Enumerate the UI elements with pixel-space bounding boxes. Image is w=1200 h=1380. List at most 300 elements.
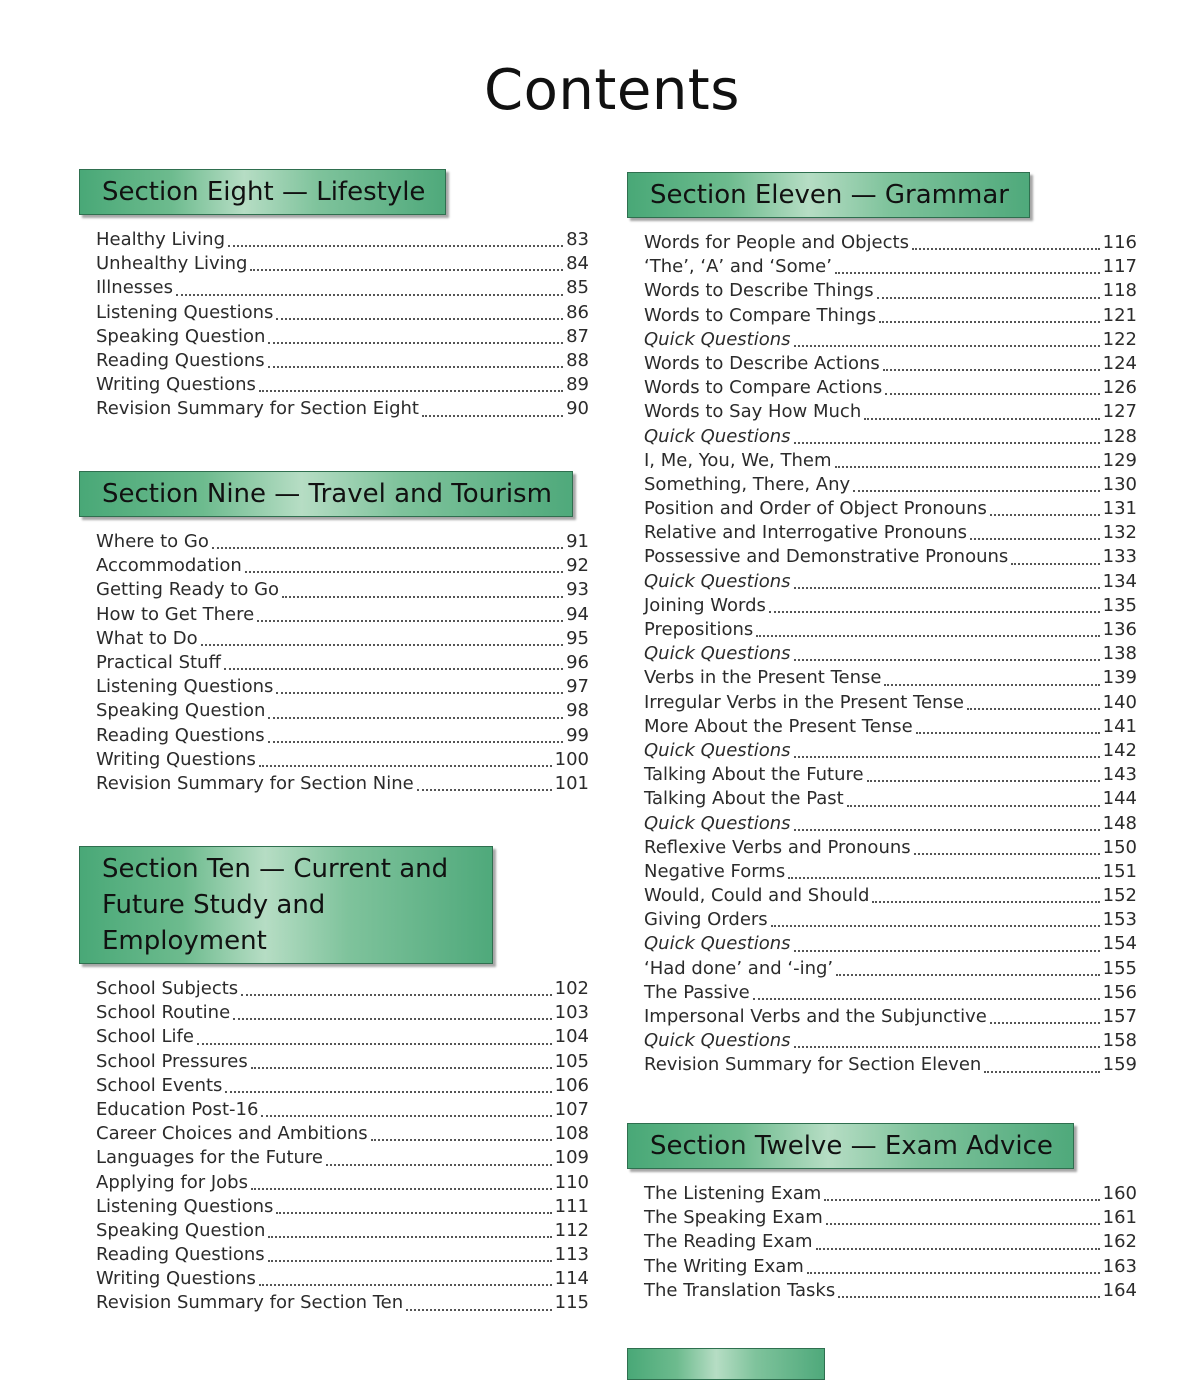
- dot-leader: [417, 771, 552, 791]
- dot-leader: [867, 762, 1100, 782]
- page-number: 112: [554, 1219, 589, 1241]
- dot-leader: [914, 835, 1100, 855]
- toc-entry[interactable]: [96, 349, 589, 373]
- page-number: 110: [554, 1171, 589, 1193]
- dot-leader: [838, 1278, 1099, 1298]
- entry-title: More About the Present Tense: [644, 715, 913, 737]
- dot-leader: [794, 641, 1100, 661]
- dot-leader: [816, 1230, 1100, 1250]
- toc-entry[interactable]: [644, 715, 1137, 739]
- toc-entry[interactable]: [96, 301, 589, 325]
- toc-entry[interactable]: [96, 276, 589, 300]
- entry-title: Words to Describe Things: [644, 280, 874, 302]
- entry-title: Quick Questions: [644, 812, 791, 834]
- toc-entry[interactable]: [644, 497, 1137, 521]
- dot-leader: [245, 553, 563, 573]
- dot-leader: [912, 230, 1100, 250]
- page-number: 99: [566, 724, 589, 746]
- entry-title: Speaking Question: [96, 700, 266, 722]
- dot-leader: [753, 980, 1100, 1000]
- dot-leader: [241, 976, 551, 996]
- toc-entry[interactable]: [96, 1122, 589, 1146]
- toc-entry[interactable]: [96, 603, 589, 627]
- dot-leader: [268, 699, 563, 719]
- toc-entry[interactable]: [644, 352, 1137, 376]
- entry-title: Revision Summary for Section Nine: [96, 772, 414, 794]
- entry-title: Quick Questions: [644, 1030, 791, 1052]
- entry-title: Revision Summary for Section Eight: [96, 398, 419, 420]
- page-number: 162: [1102, 1231, 1137, 1253]
- toc-entry[interactable]: [96, 554, 589, 578]
- page-number: 139: [1102, 667, 1137, 689]
- toc-entry[interactable]: [644, 642, 1137, 666]
- dot-leader: [197, 1025, 552, 1045]
- toc-entry[interactable]: [644, 425, 1137, 449]
- dot-leader: [276, 300, 563, 320]
- toc-entry[interactable]: [644, 860, 1137, 884]
- entry-title: The Passive: [644, 981, 750, 1003]
- toc-entry[interactable]: [644, 1029, 1137, 1053]
- dot-leader: [864, 400, 1099, 420]
- dot-leader: [276, 674, 563, 694]
- dot-leader: [788, 859, 1099, 879]
- page-number: 88: [566, 349, 589, 371]
- toc-entry[interactable]: [96, 530, 589, 554]
- page-number: 128: [1102, 425, 1137, 447]
- dot-leader: [250, 251, 563, 271]
- dot-leader: [268, 1218, 551, 1238]
- page-number: 129: [1102, 449, 1137, 471]
- page-number: 150: [1102, 836, 1137, 858]
- entry-title: Getting Ready to Go: [96, 579, 280, 601]
- page-number: 92: [566, 555, 589, 577]
- dot-leader: [261, 1097, 551, 1117]
- dot-leader: [884, 666, 1099, 686]
- entry-title: Possessive and Demonstrative Pronouns: [644, 546, 1009, 568]
- toc-entry[interactable]: [96, 373, 589, 397]
- page-number: 134: [1102, 570, 1137, 592]
- dot-leader: [257, 602, 563, 622]
- toc-entry[interactable]: [96, 1291, 589, 1315]
- entry-title: Prepositions: [644, 619, 754, 640]
- entry-list: [79, 977, 589, 1316]
- dot-leader: [794, 1028, 1100, 1048]
- page-number: 124: [1102, 352, 1137, 374]
- page-number: 155: [1102, 957, 1137, 979]
- page-title: Contents: [484, 58, 740, 123]
- page-number: 108: [554, 1123, 589, 1145]
- page-number: 161: [1102, 1207, 1137, 1229]
- page-number: 135: [1102, 594, 1137, 616]
- toc-entry[interactable]: [96, 1267, 589, 1291]
- toc-entry[interactable]: [644, 400, 1137, 424]
- page-number: 115: [554, 1292, 589, 1314]
- page-number: 104: [554, 1026, 589, 1048]
- dot-leader: [224, 650, 563, 670]
- page-number: 160: [1102, 1183, 1137, 1204]
- dot-leader: [1011, 545, 1099, 565]
- toc-entry[interactable]: [96, 1098, 589, 1122]
- page-number: 141: [1102, 715, 1137, 737]
- toc-entry[interactable]: [96, 1001, 589, 1025]
- dot-leader: [877, 279, 1100, 299]
- toc-entry[interactable]: [644, 1206, 1137, 1230]
- dot-leader: [847, 787, 1100, 807]
- toc-entry[interactable]: [96, 1171, 589, 1195]
- toc-entry[interactable]: [96, 699, 589, 723]
- dot-leader: [794, 738, 1100, 758]
- entry-title: School Subjects: [96, 978, 239, 999]
- page-number: 102: [554, 978, 589, 999]
- toc-entry[interactable]: [644, 1182, 1137, 1206]
- page-number: 93: [566, 579, 589, 601]
- dot-leader: [990, 1004, 1100, 1024]
- entry-title: Where to Go: [96, 531, 209, 552]
- page-number: 116: [1102, 232, 1137, 253]
- entry-title: Something, There, Any: [644, 473, 851, 495]
- toc-entry[interactable]: [644, 1230, 1137, 1254]
- page-number: 97: [566, 676, 589, 698]
- entry-title: Words to Say How Much: [644, 401, 862, 423]
- page-number: 154: [1102, 933, 1137, 955]
- toc-entry[interactable]: [96, 1074, 589, 1098]
- page-number: 89: [566, 374, 589, 396]
- toc-entry[interactable]: [96, 748, 589, 772]
- toc-entry[interactable]: [96, 675, 589, 699]
- dot-leader: [282, 578, 563, 598]
- entry-title: Talking About the Past: [644, 788, 844, 810]
- entry-title: Reading Questions: [96, 724, 265, 746]
- dot-leader: [769, 593, 1100, 613]
- dot-leader: [371, 1121, 552, 1141]
- toc-entry[interactable]: [96, 651, 589, 675]
- toc-entry[interactable]: [96, 228, 589, 252]
- page-number: 100: [554, 748, 589, 770]
- toc-entry[interactable]: [644, 691, 1137, 715]
- page-number: 111: [554, 1195, 589, 1217]
- next-section-header-partial: [627, 1348, 1137, 1380]
- entry-title: Reading Questions: [96, 349, 265, 371]
- toc-entry[interactable]: [644, 787, 1137, 811]
- entry-title: The Writing Exam: [644, 1255, 804, 1277]
- entry-title: ‘Had done’ and ‘-ing’: [644, 957, 834, 979]
- entry-title: Relative and Interrogative Pronouns: [644, 522, 967, 544]
- entry-title: Talking About the Future: [644, 764, 864, 786]
- entry-title: Listening Questions: [96, 676, 274, 698]
- toc-entry[interactable]: [644, 1255, 1137, 1279]
- toc-entry[interactable]: [644, 932, 1137, 956]
- page-number: 164: [1102, 1279, 1137, 1301]
- section-header: Section Eight — Lifestyle: [79, 169, 446, 215]
- page-number: 142: [1102, 739, 1137, 761]
- entry-title: School Routine: [96, 1002, 231, 1024]
- toc-entry[interactable]: [644, 570, 1137, 594]
- toc-entry[interactable]: [644, 376, 1137, 400]
- entry-title: Education Post-16: [96, 1098, 259, 1120]
- entry-title: School Pressures: [96, 1050, 248, 1072]
- entry-title: ‘The’, ‘A’ and ‘Some’: [644, 256, 832, 278]
- dot-leader: [259, 747, 552, 767]
- dot-leader: [794, 932, 1100, 952]
- page-number: 153: [1102, 909, 1137, 931]
- dot-leader: [794, 327, 1100, 347]
- entry-title: The Listening Exam: [644, 1183, 822, 1204]
- entry-title: Negative Forms: [644, 860, 786, 882]
- toc-entry[interactable]: [96, 1195, 589, 1219]
- entry-title: Writing Questions: [96, 748, 256, 770]
- toc-entry[interactable]: [644, 304, 1137, 328]
- entry-list: [79, 228, 589, 422]
- entry-title: Illnesses: [96, 277, 174, 299]
- page-number: 151: [1102, 860, 1137, 882]
- page-number: 87: [566, 325, 589, 347]
- toc-entry[interactable]: [644, 545, 1137, 569]
- dot-leader: [176, 276, 563, 296]
- entry-title: Giving Orders: [644, 909, 768, 931]
- page-number: 86: [566, 301, 589, 323]
- page-number: 91: [566, 531, 589, 552]
- section-header: Section Eleven — Grammar: [627, 172, 1030, 218]
- entry-title: Applying for Jobs: [96, 1171, 248, 1193]
- toc-entry[interactable]: [644, 1053, 1137, 1077]
- toc-entry[interactable]: [96, 627, 589, 651]
- toc-entry[interactable]: [644, 884, 1137, 908]
- toc-entry[interactable]: [644, 328, 1137, 352]
- entry-title: The Reading Exam: [644, 1231, 813, 1253]
- page-number: 85: [566, 277, 589, 299]
- toc-entry[interactable]: [96, 252, 589, 276]
- entry-title: Listening Questions: [96, 1195, 274, 1217]
- entry-title: What to Do: [96, 627, 198, 649]
- page-number: 113: [554, 1244, 589, 1266]
- dot-leader: [212, 529, 563, 549]
- toc-entry[interactable]: [644, 812, 1137, 836]
- page-number: 138: [1102, 643, 1137, 665]
- page-number: 140: [1102, 691, 1137, 713]
- dot-leader: [233, 1000, 552, 1020]
- dot-leader: [879, 303, 1099, 323]
- page-number: 98: [566, 700, 589, 722]
- entry-title: Speaking Question: [96, 1219, 266, 1241]
- page-number: 127: [1102, 401, 1137, 423]
- page-number: 103: [554, 1002, 589, 1024]
- dot-leader: [794, 811, 1100, 831]
- entry-title: Revision Summary for Section Ten: [96, 1292, 404, 1314]
- page-number: 133: [1102, 546, 1137, 568]
- entry-title: Joining Words: [644, 594, 766, 616]
- section-header: Section Ten — Current and Future Study and Employment: [79, 846, 493, 964]
- page-number: 117: [1102, 256, 1137, 278]
- toc-entry[interactable]: [644, 908, 1137, 932]
- page-number: 121: [1102, 304, 1137, 326]
- toc-entry[interactable]: [644, 1279, 1137, 1303]
- page-number: 157: [1102, 1006, 1137, 1027]
- toc-entry[interactable]: [644, 449, 1137, 473]
- page-number: 126: [1102, 377, 1137, 399]
- entry-title: Would, Could and Should: [644, 885, 870, 907]
- entry-title: Practical Stuff: [96, 651, 221, 673]
- dot-leader: [251, 1170, 552, 1190]
- entry-title: Accommodation: [96, 555, 242, 577]
- entry-list: [79, 530, 589, 796]
- toc-entry[interactable]: [644, 618, 1137, 642]
- entry-title: The Translation Tasks: [644, 1279, 836, 1301]
- page-number: 152: [1102, 885, 1137, 907]
- entry-title: Healthy Living: [96, 229, 225, 250]
- section-nine: [79, 471, 589, 796]
- page-number: 106: [554, 1074, 589, 1096]
- page-number: 163: [1102, 1255, 1137, 1277]
- dot-leader: [990, 496, 1100, 516]
- section-header: Section Nine — Travel and Tourism: [79, 471, 573, 517]
- dot-leader: [807, 1254, 1100, 1274]
- entry-title: School Life: [96, 1026, 194, 1048]
- toc-entry[interactable]: [644, 836, 1137, 860]
- entry-list: [627, 231, 1137, 1078]
- dot-leader: [826, 1205, 1100, 1225]
- entry-title: Languages for the Future: [96, 1147, 323, 1169]
- toc-entry[interactable]: [96, 1146, 589, 1170]
- toc-entry[interactable]: [644, 957, 1137, 981]
- page-number: 114: [554, 1268, 589, 1290]
- toc-entry[interactable]: [644, 739, 1137, 763]
- toc-entry[interactable]: [644, 279, 1137, 303]
- dot-leader: [970, 520, 1100, 540]
- entry-title: The Speaking Exam: [644, 1207, 823, 1229]
- page-number: 107: [554, 1098, 589, 1120]
- page-number: 130: [1102, 473, 1137, 495]
- page-number: 83: [566, 229, 589, 250]
- toc-entry[interactable]: [96, 1219, 589, 1243]
- toc-entry[interactable]: [96, 397, 589, 421]
- toc-entry[interactable]: [644, 981, 1137, 1005]
- entry-title: Quick Questions: [644, 933, 791, 955]
- section-twelve: [627, 1123, 1137, 1303]
- entry-title: Writing Questions: [96, 1268, 256, 1290]
- toc-entry[interactable]: [96, 1243, 589, 1267]
- entry-title: Quick Questions: [644, 570, 791, 592]
- entry-title: Words to Compare Actions: [644, 377, 883, 399]
- entry-title: Words to Compare Things: [644, 304, 877, 326]
- dot-leader: [794, 569, 1100, 589]
- dot-leader: [422, 397, 563, 417]
- entry-title: Speaking Question: [96, 325, 266, 347]
- toc-entry[interactable]: [96, 772, 589, 796]
- section-eight: [79, 169, 589, 422]
- dot-leader: [225, 1073, 551, 1093]
- dot-leader: [259, 1266, 552, 1286]
- dot-leader: [259, 372, 563, 392]
- entry-title: Reading Questions: [96, 1244, 265, 1266]
- page-number: 118: [1102, 280, 1137, 302]
- page-number: 143: [1102, 764, 1137, 786]
- dot-leader: [853, 472, 1099, 492]
- page-number: 96: [566, 651, 589, 673]
- entry-title: School Events: [96, 1074, 223, 1096]
- section-header: Section Twelve — Exam Advice: [627, 1123, 1074, 1169]
- toc-entry[interactable]: [644, 1005, 1137, 1029]
- toc-entry[interactable]: [644, 763, 1137, 787]
- entry-title: Career Choices and Ambitions: [96, 1123, 368, 1145]
- dot-leader: [836, 956, 1099, 976]
- entry-list: [627, 1182, 1137, 1303]
- dot-leader: [872, 883, 1099, 903]
- entry-title: Unhealthy Living: [96, 253, 248, 275]
- entry-title: Revision Summary for Section Eleven: [644, 1054, 982, 1076]
- dot-leader: [228, 227, 563, 247]
- entry-title: Impersonal Verbs and the Subjunctive: [644, 1006, 987, 1027]
- dot-leader: [835, 254, 1100, 274]
- dot-leader: [824, 1181, 1099, 1201]
- toc-entry[interactable]: [644, 666, 1137, 690]
- toc-entry[interactable]: [644, 473, 1137, 497]
- entry-title: Verbs in the Present Tense: [644, 667, 882, 689]
- entry-title: Reflexive Verbs and Pronouns: [644, 836, 911, 858]
- page-number: 132: [1102, 522, 1137, 544]
- dot-leader: [771, 907, 1100, 927]
- dot-leader: [756, 617, 1099, 637]
- toc-entry[interactable]: [96, 325, 589, 349]
- toc-entry[interactable]: [644, 231, 1137, 255]
- section-header-cutoff: [627, 1348, 825, 1380]
- page-number: 90: [566, 398, 589, 420]
- toc-entry[interactable]: [644, 594, 1137, 618]
- dot-leader: [201, 626, 563, 646]
- entry-title: Words for People and Objects: [644, 232, 909, 253]
- page-number: 105: [554, 1050, 589, 1072]
- dot-leader: [916, 714, 1100, 734]
- dot-leader: [835, 448, 1100, 468]
- dot-leader: [268, 348, 563, 368]
- entry-title: How to Get There: [96, 603, 255, 625]
- entry-title: Quick Questions: [644, 643, 791, 665]
- dot-leader: [251, 1049, 552, 1069]
- toc-entry[interactable]: [96, 977, 589, 1001]
- entry-title: Words to Describe Actions: [644, 352, 880, 374]
- dot-leader: [406, 1291, 551, 1311]
- dot-leader: [268, 723, 563, 743]
- dot-leader: [326, 1146, 552, 1166]
- toc-entry[interactable]: [644, 255, 1137, 279]
- toc-entry[interactable]: [96, 724, 589, 748]
- entry-title: Irregular Verbs in the Present Tense: [644, 691, 964, 713]
- entry-title: Listening Questions: [96, 301, 274, 323]
- dot-leader: [883, 351, 1100, 371]
- dot-leader: [276, 1194, 551, 1214]
- page-number: 136: [1102, 619, 1137, 640]
- page-number: 144: [1102, 788, 1137, 810]
- page-number: 122: [1102, 328, 1137, 350]
- toc-entry[interactable]: [644, 521, 1137, 545]
- entry-title: Writing Questions: [96, 374, 256, 396]
- dot-leader: [794, 424, 1100, 444]
- entry-title: Quick Questions: [644, 739, 791, 761]
- page-number: 156: [1102, 981, 1137, 1003]
- page-number: 94: [566, 603, 589, 625]
- page-number: 95: [566, 627, 589, 649]
- page-number: 158: [1102, 1030, 1137, 1052]
- toc-entry[interactable]: [96, 578, 589, 602]
- page-number: 148: [1102, 812, 1137, 834]
- page-number: 101: [554, 772, 589, 794]
- page-number: 131: [1102, 498, 1137, 520]
- page-number: 109: [554, 1147, 589, 1169]
- toc-entry[interactable]: [96, 1025, 589, 1049]
- section-eleven: [627, 172, 1137, 1078]
- toc-entry[interactable]: [96, 1050, 589, 1074]
- dot-leader: [967, 690, 1100, 710]
- section-ten: [79, 846, 589, 1316]
